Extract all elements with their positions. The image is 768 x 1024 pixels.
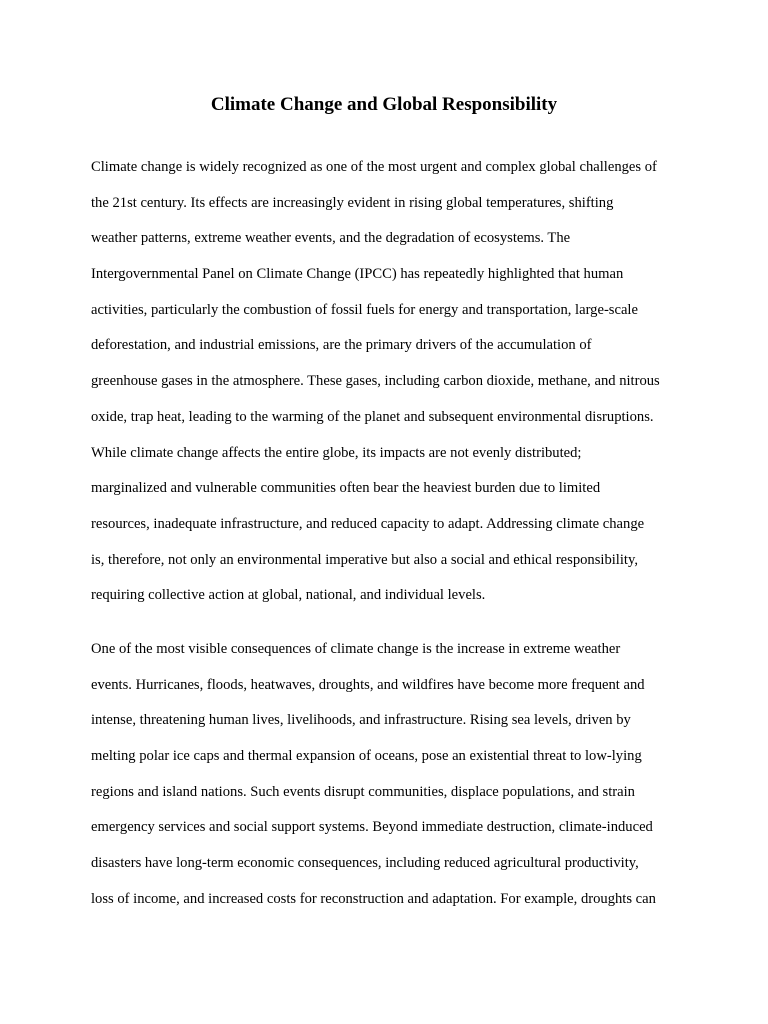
document-title: Climate Change and Global Responsibility	[210, 94, 558, 115]
paragraph-line: activities, particularly the combustion of fossil fuels for energy and transportation, large-scale	[91, 301, 638, 318]
paragraph-line: is, therefore, not only an environmental imperative but also a social and ethical responsibility,	[91, 551, 638, 568]
paragraph-line: events. Hurricanes, floods, heatwaves, droughts, and wildfires have become more frequent and	[91, 676, 645, 693]
paragraph-line: requiring collective action at global, national, and individual levels.	[91, 587, 486, 604]
paragraph-line: While climate change affects the entire globe, its impacts are not evenly distributed;	[91, 444, 582, 461]
paragraph-1	[91, 150, 681, 614]
paragraph-line: marginalized and vulnerable communities often bear the heaviest burden due to limited	[91, 480, 601, 497]
paragraph-2	[91, 632, 681, 918]
paragraph-line: melting polar ice caps and thermal expansion of oceans, pose an existential threat to low-lying	[91, 748, 642, 765]
paragraph-line: One of the most visible consequences of climate change is the increase in extreme weather	[91, 641, 621, 657]
paragraph-line: the 21st century. Its effects are increasingly evident in rising global temperatures, shifting	[91, 194, 614, 211]
paragraph-line: weather patterns, extreme weather events, and the degradation of ecosystems. The	[91, 230, 571, 247]
paragraph-line: resources, inadequate infrastructure, and reduced capacity to adapt. Addressing climate change	[91, 515, 645, 532]
paragraph-line: intense, threatening human lives, livelihoods, and infrastructure. Rising sea levels, driven by	[91, 712, 631, 729]
paragraph-line: loss of income, and increased costs for reconstruction and adaptation. For example, droughts can	[91, 890, 656, 907]
paragraph-line: oxide, trap heat, leading to the warming of the planet and subsequent environmental disruptions.	[91, 408, 654, 425]
paragraph-line: greenhouse gases in the atmosphere. These gases, including carbon dioxide, methane, and nitrous	[91, 373, 660, 390]
paragraph-line: emergency services and social support systems. Beyond immediate destruction, climate-induced	[91, 819, 653, 836]
paragraph-line: Climate change is widely recognized as one of the most urgent and complex global challenges of	[91, 159, 657, 175]
paragraph-line: Intergovernmental Panel on Climate Change (IPCC) has repeatedly highlighted that human	[91, 266, 624, 283]
paragraph-line: deforestation, and industrial emissions, are the primary drivers of the accumulation of	[91, 337, 592, 354]
paragraph-line: regions and island nations. Such events disrupt communities, displace populations, and strain	[91, 783, 635, 800]
paragraph-line: disasters have long-term economic consequences, including reduced agricultural productivity,	[91, 855, 639, 872]
